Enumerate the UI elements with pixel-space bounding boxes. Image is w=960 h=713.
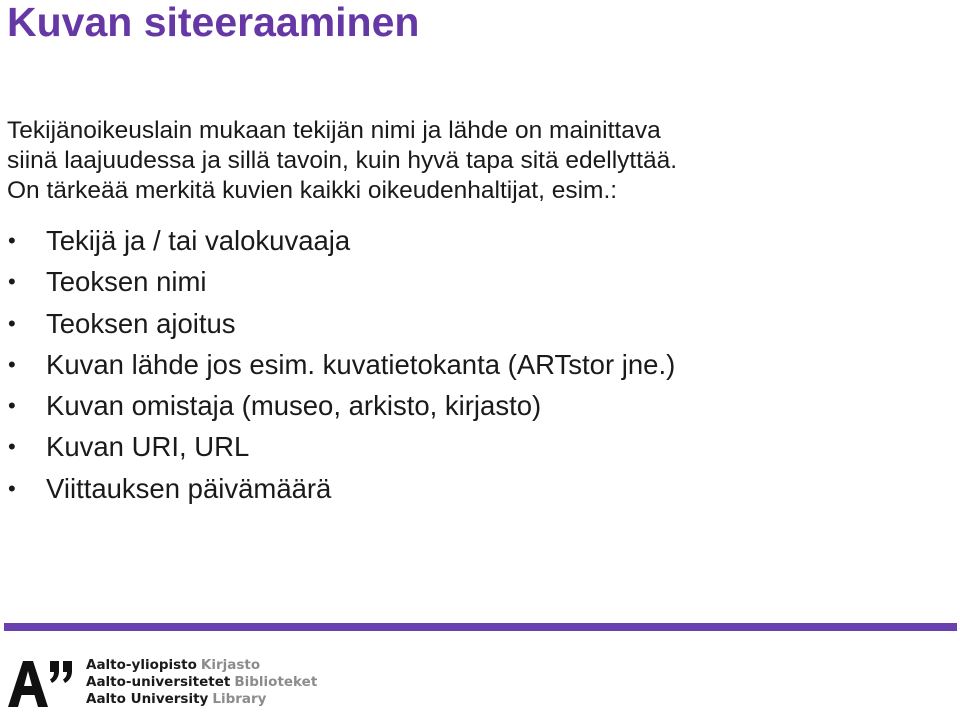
citation-items-list xyxy=(0,220,675,509)
list-item-text: Kuvan omistaja (museo, arkisto, kirjasto) xyxy=(46,390,542,422)
footer-row-finnish xyxy=(86,657,317,674)
list-item xyxy=(0,303,675,344)
footer-library-name: Kirjasto xyxy=(200,657,261,673)
footer-library-name: Biblioteket xyxy=(234,674,318,690)
footer-row-swedish xyxy=(86,674,317,691)
footer-org-name: Aalto-yliopisto xyxy=(86,657,197,673)
bullet-icon: • xyxy=(8,228,16,253)
aalto-logo-icon xyxy=(6,657,76,709)
list-item-text: Kuvan URI, URL xyxy=(46,431,250,463)
bullet-icon: • xyxy=(8,434,16,460)
list-item-text: Teoksen nimi xyxy=(46,266,207,298)
list-item xyxy=(0,385,675,426)
footer-library-name: Library xyxy=(212,691,267,707)
bullet-icon: • xyxy=(8,475,16,501)
footer-row-english xyxy=(86,691,317,708)
footer-organization xyxy=(86,657,317,708)
footer-org-name: Aalto University xyxy=(86,691,209,707)
list-item xyxy=(0,468,675,509)
footer-divider xyxy=(4,623,957,631)
intro-paragraph xyxy=(7,116,947,206)
bullet-icon: • xyxy=(8,269,16,295)
list-item xyxy=(0,344,675,385)
footer-org-name: Aalto-universitetet xyxy=(86,674,231,690)
bullet-icon: • xyxy=(8,351,16,377)
list-item-text: Tekijä ja / tai valokuvaaja xyxy=(46,225,351,256)
slide-title: Kuvan siteeraaminen xyxy=(7,0,420,45)
bullet-icon: • xyxy=(8,310,16,336)
list-item xyxy=(0,261,675,302)
list-item-text: Teoksen ajoitus xyxy=(46,307,236,339)
intro-line-3: On tärkeää merkitä kuvien kaikki oikeudenhaltijat, esim.: xyxy=(7,177,618,204)
bullet-icon: • xyxy=(8,393,16,419)
intro-line-2: siinä laajuudessa ja sillä tavoin, kuin hyvä tapa sitä edellyttää. xyxy=(7,147,678,174)
list-item xyxy=(0,220,675,261)
intro-line-1: Tekijänoikeuslain mukaan tekijän nimi ja lähde on mainittava xyxy=(7,117,661,144)
list-item xyxy=(0,426,675,467)
list-item-text: Viittauksen päivämäärä xyxy=(46,472,332,504)
list-item-text: Kuvan lähde jos esim. kuvatietokanta (ARTstor jne.) xyxy=(46,348,676,380)
